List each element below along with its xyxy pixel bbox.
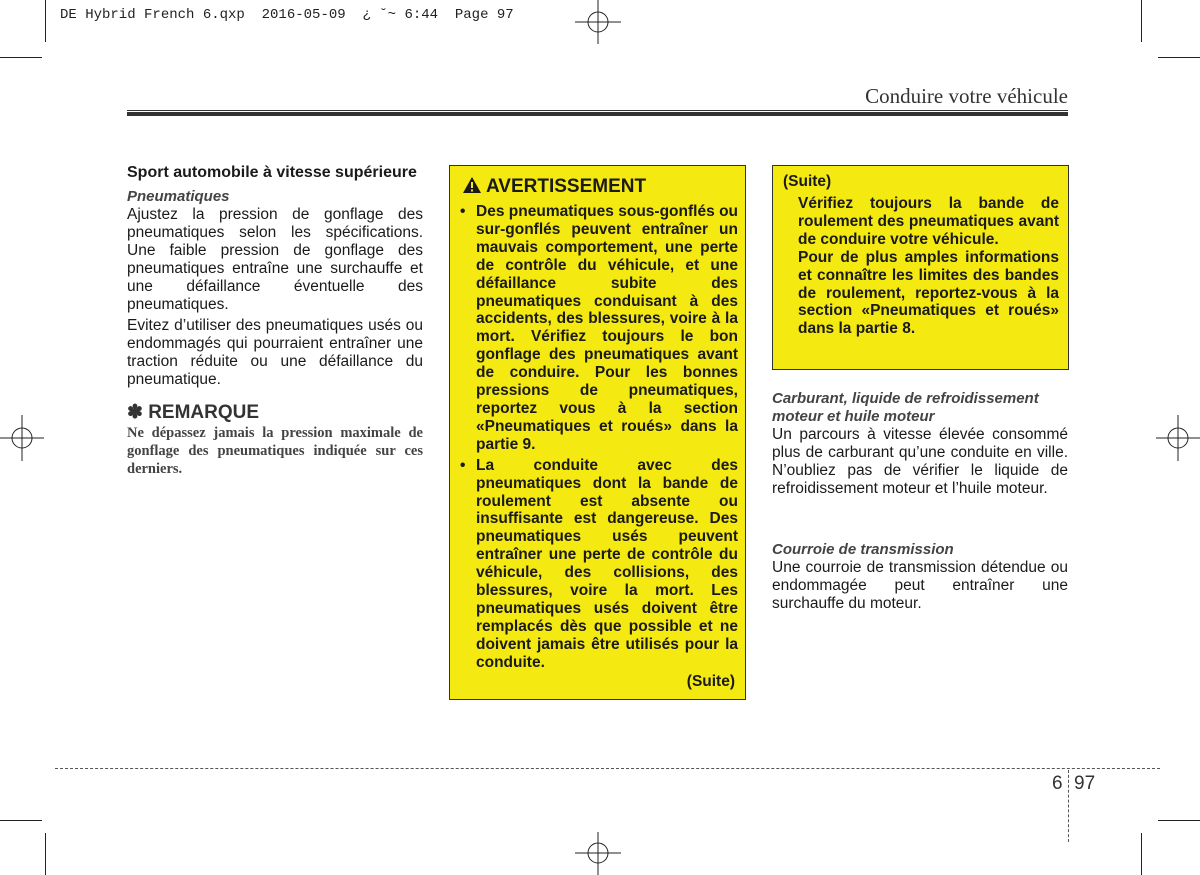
footer-rule (55, 768, 1160, 769)
tread-check-text: Vérifiez toujours la bande de roulement des pneumatiques avant de conduire votre véhicule. (798, 195, 1059, 248)
warning-box (449, 165, 746, 700)
bullet: • (460, 203, 466, 220)
fluids-paragraph: Un parcours à vitesse élevée consommé plus de carburant qu’une conduite en ville. N’oubliez pas de vérifier le liquide de refroidissement moteur et l’huile moteur. (772, 426, 1068, 497)
list-item (460, 203, 738, 454)
continued-label: (Suite) (783, 173, 832, 190)
section-title: Conduire votre véhicule (865, 84, 1068, 108)
page-number: 97 (1074, 773, 1096, 794)
chapter-number: 6 (1052, 773, 1063, 794)
warning-item-text: La conduite avec des pneumatiques dont la bande de roulement est absente ou insuffisante est dangereuse. Des pneumatiques usés peuvent entraîner une perte de contrôle du véhicule, des collisions, des blessures, voire la mort. Les pneumatiques usés doivent être remplacés dès que possible et ne doivent jamais être utilisés pour la conduite. (476, 456, 738, 671)
crop-mark (1158, 57, 1200, 58)
bullet: • (460, 456, 466, 474)
warning-triangle-icon (462, 176, 486, 198)
remark-title: ✽ REMARQUE (127, 402, 260, 423)
warning-item-text: Des pneumatiques sous-gonflés ou sur-gonflés peuvent entraîner un mauvais comportement, une perte de contrôle du véhicule, et une défaillance subite des pneumatiques conduisant à des accidents, des blessures, voire à la mort. Vérifiez toujours le bon gonflage des pneumatiques avant de conduire. Pour les bonnes pressions de pneumatiques, reportez vous à la section «Pneumatiques et roués» dans la partie 9. (476, 203, 738, 453)
belt-paragraph: Une courroie de transmission détendue ou endommagée peut entraîner une surchauffe du moteur. (772, 559, 1068, 612)
tire-pressure-paragraph: Ajustez la pression de gonflage des pneumatiques selon les spécifications. Une faible pression de gonflage des pneumatiques entraîne une surchauffe et une défaillance éventuelle des pneumatiques. (127, 206, 423, 313)
left-column (127, 163, 423, 478)
subheading-tires: Pneumatiques (127, 188, 230, 205)
registration-mark-bottom (575, 832, 621, 875)
crop-mark (45, 0, 46, 42)
registration-mark-top (575, 0, 621, 44)
section-heading: Sport automobile à vitesse supérieure (127, 164, 417, 181)
continued-text (798, 195, 1059, 338)
footer-divider (1068, 770, 1069, 842)
worn-tires-paragraph: Evitez d’utiliser des pneumatiques usés ou endommagés qui pourraient entraîner une traction réduite ou une défaillance du pneumatique. (127, 317, 423, 388)
right-column-fluids (772, 390, 1068, 498)
crop-mark (0, 57, 42, 58)
crop-mark (0, 820, 42, 821)
list-item (460, 457, 738, 672)
right-column-belt (772, 541, 1068, 613)
header-rule (127, 112, 1068, 116)
warning-title-text: AVERTISSEMENT (486, 176, 647, 197)
registration-mark-left (0, 415, 44, 461)
crop-mark (1141, 833, 1142, 875)
print-slug: DE Hybrid French 6.qxp 2016-05-09 ¿ ˘~ 6:44 Page 97 (60, 7, 514, 23)
header-rule (127, 110, 1068, 111)
crop-mark (45, 833, 46, 875)
registration-mark-right (1156, 415, 1200, 461)
warning-title (462, 176, 646, 198)
crop-mark (1158, 820, 1200, 821)
subheading-fluids: Carburant, liquide de refroidissement moteur et huile moteur (772, 390, 1039, 425)
remark-text: Ne dépassez jamais la pression maximale de gonflage des pneumatiques indiquée sur ces derniers. (127, 425, 423, 477)
subheading-belt: Courroie de transmission (772, 541, 954, 558)
tread-info-text: Pour de plus amples informations et connaître les limites des bandes de roulement, reportez-vous à la section «Pneumatiques et roués» dans la partie 8. (798, 248, 1059, 338)
continued-warning-box (772, 165, 1069, 370)
crop-mark (1141, 0, 1142, 42)
warning-list (460, 203, 738, 672)
continued-label: (Suite) (686, 673, 735, 690)
